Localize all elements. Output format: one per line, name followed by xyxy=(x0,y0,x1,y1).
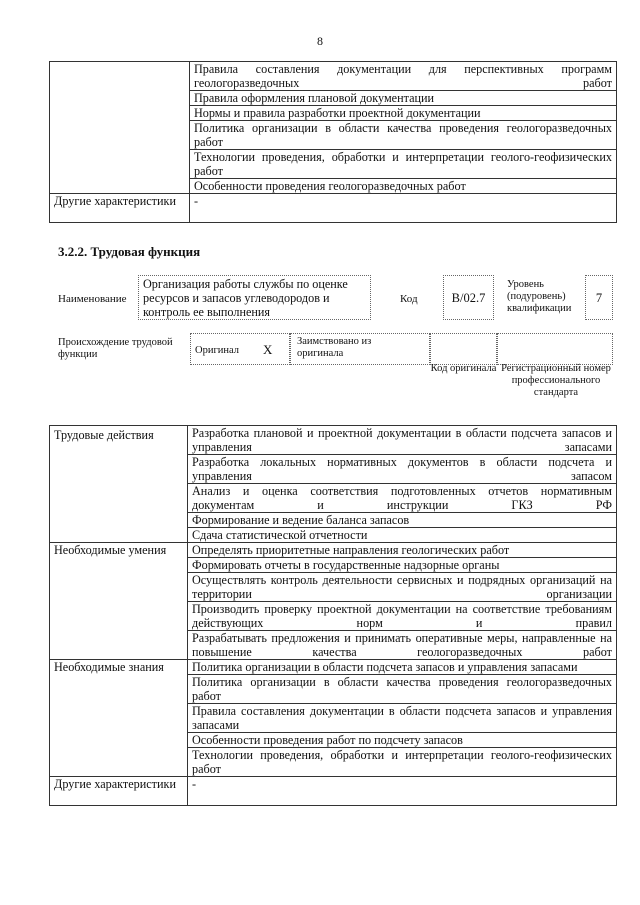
level-value: 7 xyxy=(585,275,613,320)
borrowed-label: Заимствовано из оригинала xyxy=(297,336,372,359)
knowledge-item: Политика организации в области качества проведения геологоразведочных работ xyxy=(190,121,617,150)
original-mark: X xyxy=(263,342,273,357)
other-value: - xyxy=(188,777,617,806)
group-label: Трудовые действия xyxy=(50,426,188,543)
table-row: Формирование и ведение баланса запасов xyxy=(188,513,617,528)
function-name: Организация работы службы по оценке ресурсов и запасов углеводородов и контроль ее выполнения xyxy=(138,275,371,320)
other-label: Другие характеристики xyxy=(50,194,190,223)
reg-number-box xyxy=(497,333,613,365)
other-value: - xyxy=(190,194,617,223)
knowledge-item: Нормы и правила разработки проектной документации xyxy=(190,106,617,121)
origin-label: Происхождение трудовой функции xyxy=(58,337,173,360)
empty-label-cell xyxy=(50,62,190,194)
group-label: Необходимые умения xyxy=(50,543,188,660)
borrowed-box xyxy=(290,333,430,365)
original-label: Оригинал xyxy=(195,345,239,356)
name-label: Наименование xyxy=(58,293,127,305)
other-label: Другие характеристики xyxy=(50,777,188,806)
table-row: Технологии проведения, обработки и интерпретации геолого-геофизических работ xyxy=(188,748,617,777)
table-row: Формировать отчеты в государственные надзорные органы xyxy=(188,558,617,573)
table-row: Производить проверку проектной документации на соответствие требованиям действующих норм и правил xyxy=(188,602,617,631)
code-value: В/02.7 xyxy=(443,275,494,320)
original-box xyxy=(190,333,290,365)
knowledge-item: Правила оформления плановой документации xyxy=(190,91,617,106)
code-label: Код xyxy=(400,293,418,305)
labor-function-table xyxy=(49,425,617,806)
table-row: Политика организации в области качества проведения геологоразведочных работ xyxy=(188,675,617,704)
table-row: Политика организации в области подсчета запасов и управления запасами xyxy=(188,660,617,675)
knowledge-item: Правила составления документации для перспективных программ геологоразведочных работ xyxy=(190,62,617,91)
table-row: Правила составления документации в области подсчета запасов и управления запасами xyxy=(188,704,617,733)
code-original-box xyxy=(430,333,497,365)
table-row: Сдача статистической отчетности xyxy=(188,528,617,543)
table-row: Анализ и оценка соответствия подготовленных отчетов нормативным документам и инструкции ГКЗ РФ xyxy=(188,484,617,513)
top-knowledge-table xyxy=(49,61,617,223)
table-row: Разработка плановой и проектной документации в области подсчета запасов и управления запасами xyxy=(188,426,617,455)
table-row: Разрабатывать предложения и принимать оперативные меры, направленные на повышение качества геологоразведочных работ xyxy=(188,631,617,660)
knowledge-item: Особенности проведения геологоразведочных работ xyxy=(190,179,617,194)
table-row: Разработка локальных нормативных документов в области подсчета и управления запасом xyxy=(188,455,617,484)
level-label: Уровень (подуровень) квалификации xyxy=(507,279,572,314)
code-original-label: Код оригинала xyxy=(430,363,497,374)
section-title: 3.2.2. Трудовая функция xyxy=(58,244,201,259)
group-label: Необходимые знания xyxy=(50,660,188,777)
knowledge-item: Технологии проведения, обработки и интерпретации геолого-геофизических работ xyxy=(190,150,617,179)
table-row: Определять приоритетные направления геологических работ xyxy=(188,543,617,558)
reg-number-label: Регистрационный номер профессионального стандарта xyxy=(501,363,611,398)
table-row: Особенности проведения работ по подсчету запасов xyxy=(188,733,617,748)
table-row: Осуществлять контроль деятельности сервисных и подрядных организаций на территории организации xyxy=(188,573,617,602)
page-number: 8 xyxy=(317,34,323,48)
